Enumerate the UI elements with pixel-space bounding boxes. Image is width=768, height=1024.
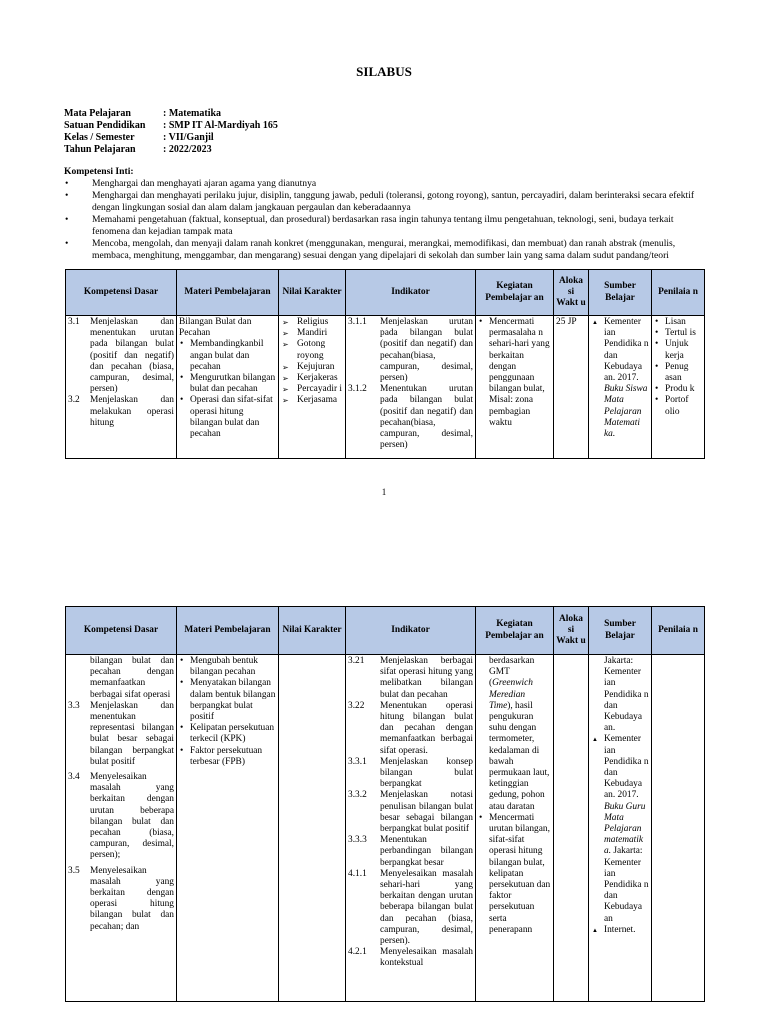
kegiatan-continued	[478, 656, 551, 813]
list-item: ➢ Gotong royong	[281, 339, 343, 361]
meta-key: Tahun Pelajaran	[64, 144, 136, 155]
cell-nilai-karakter	[279, 316, 346, 459]
kegiatan-list	[478, 813, 551, 936]
kd-item	[68, 866, 174, 933]
indikator-item	[348, 835, 473, 869]
indikator-number: 4.1.1	[348, 868, 367, 879]
kd-text: Menjelaskan dan melakukan operasi hitung	[90, 395, 174, 428]
indikator-text: Menyelesaikan masalah kontekstual	[380, 947, 473, 969]
sumber-text: Kementer ian Pendidika n dan Kebudaya an. 2017.	[604, 317, 649, 384]
meta-row	[64, 120, 278, 132]
meta-key: Mata Pelajaran	[64, 108, 131, 119]
cell-kompetensi-dasar	[66, 316, 177, 459]
indikator-item	[348, 701, 473, 757]
list-item: • Tertul is	[654, 328, 702, 339]
meta-key: Satuan Pendidikan	[64, 120, 146, 131]
silabus-table-page-2	[65, 606, 705, 1002]
cell-sumber	[589, 316, 652, 459]
meta-row	[64, 144, 278, 156]
indikator-item	[348, 384, 473, 451]
kd-text: Menjelaskan dan menentukan urutan pada bilangan bulat (positif dan negatif) dan pecahan (biasa, campuran, desimal, persen)	[90, 317, 174, 395]
sumber-book-title: Buku Siswa Mata Pelajaran Matemati ka.	[604, 384, 648, 440]
sumber-text: Kementer ian Pendidika n dan Kebudaya an. 2017.	[604, 734, 649, 801]
cell-sumber	[589, 655, 652, 1002]
kegiatan-text: berdasarkan GMT (	[489, 656, 535, 689]
header-kegiatan: Kegiatan Pembelajar an	[476, 607, 554, 655]
list-item: • Mencoba, mengolah, dan menyaji dalam ranah konkret (menggunakan, mengurai, merangkai, memodifikasi, dan membuat) dan ranah abstrak (menulis, membaca, menghitung, menggambar, dan mengarang) sesuai dengan yang dipelajari di sekolah dan sumber lain yang sama dalam sudut pandang/teori	[64, 238, 706, 262]
materi-intro: Bilangan Bulat dan Pecahan	[179, 317, 252, 339]
sumber-list	[591, 734, 649, 936]
header-indikator: Indikator	[346, 270, 476, 316]
cell-kegiatan	[476, 316, 554, 459]
cell-indikator	[346, 655, 476, 1002]
indikator-text: Menjelaskan konsep bilangan bulat berpangkat	[380, 756, 473, 790]
kd-continued-text: bilangan bulat dan pecahan dengan memanfaatkan berbagai sifat operasi	[90, 656, 174, 700]
indikator-text: Menentukan operasi hitung bilangan bulat dan pecahan dengan memanfaatkan berbagai sifat operasi.	[380, 700, 473, 756]
header-indikator: Indikator	[346, 607, 476, 655]
list-item: ➢ Kerjasama	[281, 395, 343, 406]
indikator-number: 3.3.1	[348, 756, 367, 767]
header-sumber: Sumber Belajar	[589, 270, 652, 316]
indikator-number: 3.3.3	[348, 835, 367, 846]
table-row	[66, 655, 705, 1002]
indikator-text: Menyelesaikan masalah sehari-hari yang berkaitan dengan urutan beberapa bilangan bulat dan pecahan (biasa, campuran, desimal, persen).	[380, 868, 473, 947]
document-title: SILABUS	[356, 64, 412, 79]
header-materi: Materi Pembelajaran	[177, 607, 279, 655]
list-item: • Unjuk kerja	[654, 339, 702, 361]
meta-value: : Matematika	[163, 108, 222, 119]
sumber-list	[591, 317, 649, 440]
list-item: ➢ Kerjakeras	[281, 373, 343, 384]
indikator-number: 3.22	[348, 700, 365, 711]
indikator-number: 3.21	[348, 656, 365, 666]
kompetensi-inti	[64, 166, 706, 262]
sumber-continued: Jakarta: Kementer ian Pendidika n dan Kebudaya an.	[604, 656, 649, 734]
header-alokasi: Aloka si Wakt u	[554, 607, 589, 655]
list-item: ▲ Internet.	[591, 925, 649, 936]
indikator-number: 3.1.1	[348, 317, 367, 327]
nilai-list	[281, 317, 343, 407]
kd-text: Menyelesaikan masalah yang berkaitan dengan operasi hitung bilangan bulat dan pecahan; dan	[90, 865, 174, 932]
sumber-text: Jakarta: Kementer ian Pendidika n dan Kebudaya an	[604, 846, 649, 924]
kd-item	[68, 395, 174, 429]
meta-value: : 2022/2023	[163, 144, 212, 155]
materi-list	[179, 656, 276, 768]
kd-text: Menjelaskan dan menentukan representasi bilangan bulat besar sebagai bilangan berpangkat bulat positif	[90, 700, 174, 767]
list-item: • Produ k	[654, 384, 702, 395]
kd-item	[68, 701, 174, 768]
list-item: • Faktor persekutuan terbesar (FPB)	[179, 746, 276, 768]
kd-number: 3.5	[68, 865, 80, 876]
header-nilai-karakter: Nilai Karakter	[279, 270, 346, 316]
list-item: • Membandingkanbil angan bulat dan pecahan	[179, 339, 276, 373]
cell-alokasi: 25 JP	[554, 316, 589, 459]
indikator-text: Menentukan urutan pada bilangan bulat (positif dan negatif) dan pecahan(biasa, campuran, desimal, persen)	[380, 384, 473, 451]
list-item	[591, 317, 649, 440]
list-item: ➢ Percayadir i	[281, 384, 343, 395]
indikator-number: 3.1.2	[348, 384, 367, 395]
cell-penilaian	[652, 316, 705, 459]
header-kompetensi-dasar: Kompetensi Dasar	[66, 270, 177, 316]
cell-nilai-karakter	[279, 655, 346, 1002]
indikator-item	[348, 790, 473, 835]
meta-block	[64, 108, 278, 156]
list-item: • Portof olio	[654, 395, 702, 417]
indikator-text: Menjelaskan notasi penulisan bilangan bulat besar sebagai bilangan berpangkat bulat positif	[380, 790, 473, 835]
header-kompetensi-dasar: Kompetensi Dasar	[66, 607, 177, 655]
indikator-item	[348, 656, 473, 701]
kd-number: 3.4	[68, 772, 80, 783]
cell-penilaian	[652, 655, 705, 1002]
indikator-item	[348, 317, 473, 384]
kegiatan-italic-text: Greenwich Meredian Time	[489, 678, 533, 711]
indikator-text: Menjelaskan berbagai sifat operasi hitung yang melibatkan bilangan bulat dan pecahan	[380, 656, 473, 700]
list-item: • Menyatakan bilangan dalam bentuk bilangan berpangkat bulat positif	[179, 678, 276, 723]
list-item: ➢ Kejujuran	[281, 362, 343, 373]
table-row	[66, 316, 705, 459]
list-item: • Mencermati urutan bilangan, sifat-sifat operasi hitung bilangan bulat, kelipatan persekutuan dan faktor persekutuan serta penerapann	[478, 813, 551, 936]
kd-number: 3.3	[68, 700, 80, 711]
kd-number: 3.1	[68, 317, 80, 327]
list-item: • Mengurutkan bilangan bulat dan pecahan	[179, 373, 276, 395]
header-penilaian: Penilaia n	[652, 270, 705, 316]
indikator-item	[348, 869, 473, 947]
kd-number: 3.2	[68, 395, 80, 406]
list-item: • Operasi dan sifat-sifat operasi hitung bilangan bulat dan pecahan	[179, 395, 276, 440]
list-item: ➢ Mandiri	[281, 328, 343, 339]
indikator-text: Menjelaskan urutan pada bilangan bulat (positif dan negatif) dan pecahan(biasa, campuran, desimal, persen)	[380, 317, 473, 384]
header-nilai-karakter: Nilai Karakter	[279, 607, 346, 655]
indikator-item	[348, 757, 473, 791]
table-header-row	[66, 270, 705, 316]
kompetensi-inti-heading: Kompetensi Inti:	[64, 166, 134, 177]
cell-kompetensi-dasar	[66, 655, 177, 1002]
list-item: • Lisan	[654, 317, 702, 328]
indikator-text: Menentukan perbandingan bilangan berpangkat besar	[380, 835, 473, 868]
table-header-row	[66, 607, 705, 655]
list-item: ➢ Religius	[281, 317, 343, 328]
cell-kegiatan	[476, 655, 554, 1002]
cell-indikator	[346, 316, 476, 459]
meta-key: Kelas / Semester	[64, 132, 135, 143]
kd-text: Menyelesaikan masalah yang berkaitan dengan urutan beberapa bilangan bulat dan pecahan (biasa, campuran, desimal, persen);	[90, 772, 174, 861]
kd-item	[68, 772, 174, 862]
indikator-item	[348, 947, 473, 969]
kd-item	[68, 317, 174, 395]
cell-materi	[177, 316, 279, 459]
list-item	[591, 734, 649, 924]
header-sumber: Sumber Belajar	[589, 607, 652, 655]
penilaian-list	[654, 317, 702, 418]
silabus-table-page-1	[65, 269, 705, 459]
list-item: • Mencermati permasalaha n sehari-hari yang berkaitan dengan penggunaan bilangan bulat, Misal: zona pembagian waktu	[478, 317, 551, 429]
list-item: • Menghargai dan menghayati perilaku jujur, disiplin, tanggung jawab, peduli (toleransi, gotong royong), santun, percayadiri, dalam berinteraksi secara efektif dengan lingkungan sosial dan alam dalam jangkauan pergaulan dan keberadaannya	[64, 190, 706, 214]
list-item: • Memahami pengetahuan (faktual, konseptual, dan prosedural) berdasarkan rasa ingin tahunya tentang ilmu pengetahuan, teknologi, seni, budaya terkait fenomena dan kejadian tampak mata	[64, 214, 706, 238]
sumber-book-title: Buku Guru Mata Pelajaran matematik a.	[604, 801, 646, 857]
header-materi: Materi Pembelajaran	[177, 270, 279, 316]
meta-row	[64, 108, 278, 120]
list-item: • Menghargai dan menghayati ajaran agama yang dianutnya	[64, 178, 706, 190]
page-number: 1	[381, 487, 387, 497]
cell-materi	[177, 655, 279, 1002]
kegiatan-text: ), hasil pengukuran suhu dengan termometer, kedalaman di bawah permukaan laut, ketinggian gedung, pohon atau daratan	[489, 700, 550, 812]
header-penilaian: Penilaia n	[652, 607, 705, 655]
indikator-number: 4.2.1	[348, 947, 367, 958]
meta-value: : SMP IT Al-Mardiyah 165	[163, 120, 278, 131]
header-kegiatan: Kegiatan Pembelajar an	[476, 270, 554, 316]
header-alokasi: Aloka si Wakt u	[554, 270, 589, 316]
indikator-number: 3.3.2	[348, 790, 367, 801]
list-item: • Mengubah bentuk bilangan pecahan	[179, 656, 276, 678]
list-item: • Penug asan	[654, 362, 702, 384]
kegiatan-list	[478, 317, 551, 429]
materi-list	[179, 339, 276, 440]
meta-row	[64, 132, 278, 144]
cell-alokasi	[554, 655, 589, 1002]
list-item: • Kelipatan persekutuan terkecil (KPK)	[179, 723, 276, 745]
meta-value: : VII/Ganjil	[163, 132, 214, 143]
kompetensi-inti-list	[64, 178, 706, 262]
